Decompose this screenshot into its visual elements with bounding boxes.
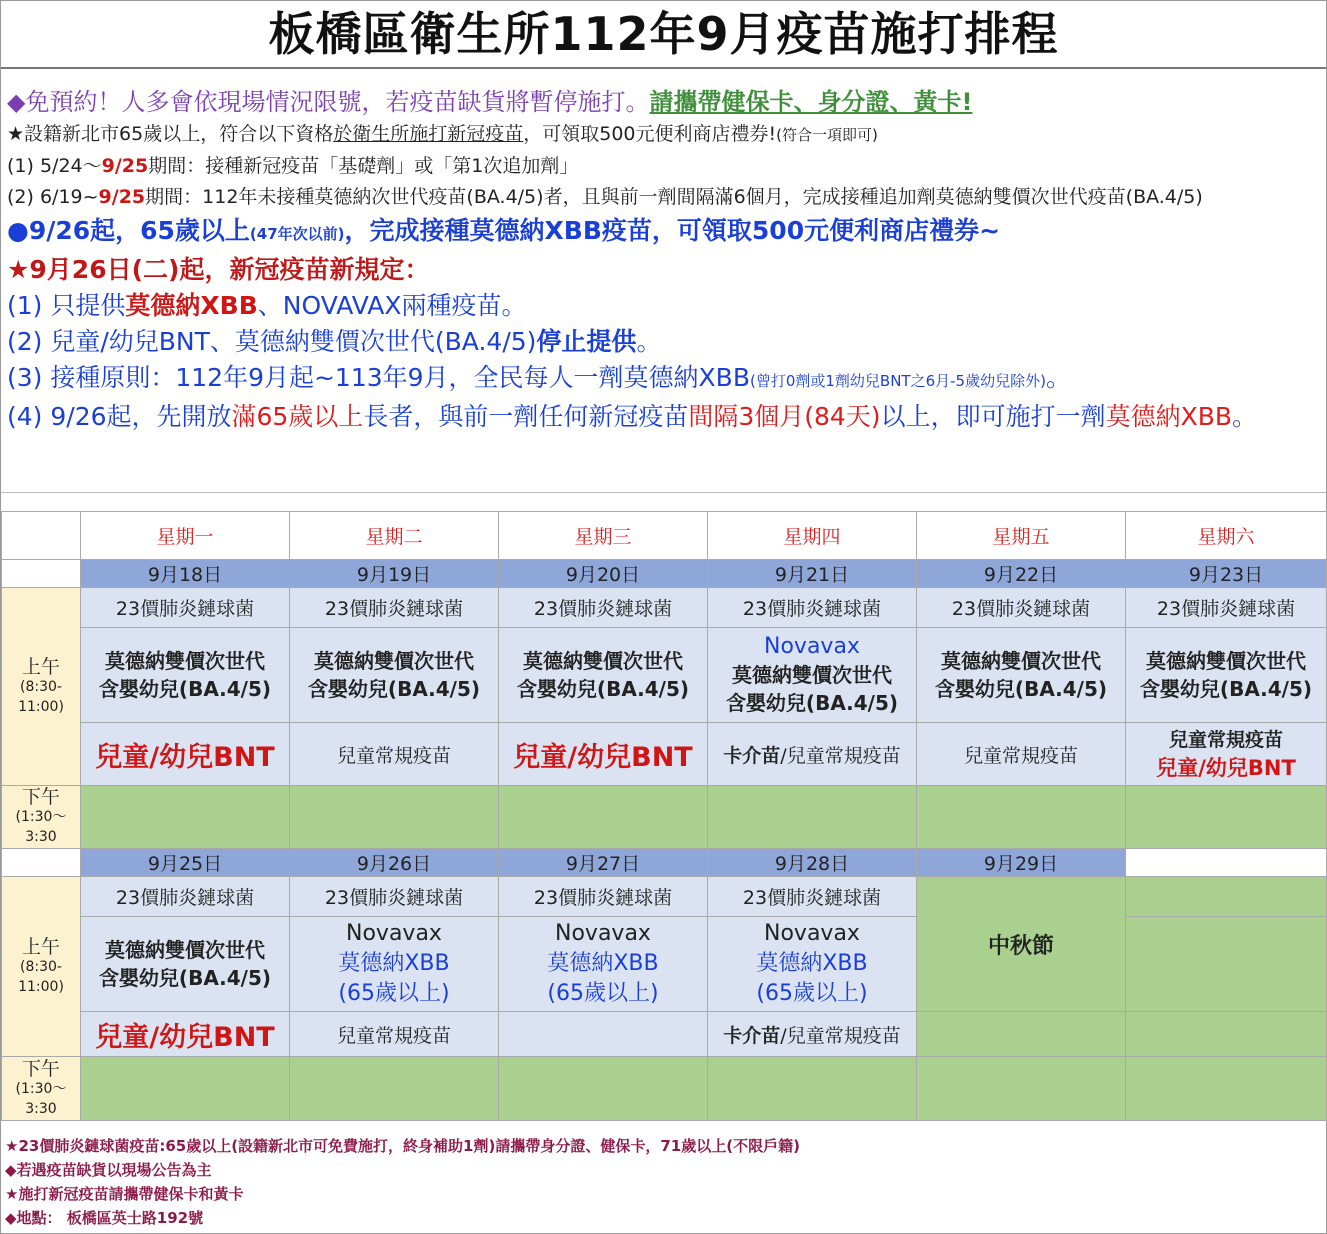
pm-label: 下午 bbox=[21, 786, 60, 808]
am-label: 上午 bbox=[21, 935, 60, 958]
footer-shortage-note: ◆若遇疫苗缺貨以現場公告為主 bbox=[5, 1161, 212, 1179]
pm-empty-cell bbox=[290, 1057, 499, 1121]
pm-empty-cell bbox=[499, 1057, 708, 1121]
new-rule-1-prefix: (1) 只提供 bbox=[7, 291, 126, 320]
age65-label: (65歲以上) bbox=[338, 981, 450, 1006]
gift-eligibility-text: ★設籍新北市65歲以上，符合以下資格 bbox=[7, 123, 334, 145]
bcg-cell bbox=[708, 1012, 917, 1057]
novavax-xbb-cell bbox=[708, 917, 917, 1012]
new-rule-4-mid: 長者，與前一劑任何新冠疫苗 bbox=[363, 402, 689, 431]
kids-bnt-label: 兒童/幼兒BNT bbox=[1156, 756, 1296, 780]
date-cell: 9月19日 bbox=[290, 560, 499, 588]
kids-routine-label: /兒童常規疫苗 bbox=[780, 744, 901, 767]
empty-cell bbox=[917, 1012, 1126, 1057]
walk-in-notice: ◆免預約！人多會依現場情況限號，若疫苗缺貨將暫停施打。 bbox=[7, 88, 650, 116]
footer-id-note: ★施打新冠疫苗請攜帶健保卡和黃卡 bbox=[5, 1185, 244, 1203]
week1-date-row bbox=[2, 560, 1327, 588]
kids-bnt-label: 兒童/幼兒BNT bbox=[95, 741, 275, 773]
pneumo-cell: 23價肺炎鏈球菌 bbox=[917, 588, 1126, 628]
kids-routine-cell: 兒童常規疫苗 bbox=[290, 723, 499, 786]
pm-empty-cell bbox=[290, 786, 499, 849]
date-cell: 9月20日 bbox=[499, 560, 708, 588]
gift-location-text: 於衛生所施打新冠疫苗 bbox=[333, 123, 524, 145]
pneumo-cell: 23價肺炎鏈球菌 bbox=[499, 877, 708, 917]
day-saturday: 星期六 bbox=[1126, 512, 1327, 560]
pm-empty-cell bbox=[708, 786, 917, 849]
moderna-cell bbox=[1126, 628, 1327, 723]
date-empty-cell bbox=[1126, 849, 1327, 877]
weekday-header-row bbox=[2, 512, 1327, 560]
rule2-date: 9/25 bbox=[98, 186, 146, 208]
empty-cell bbox=[499, 1012, 708, 1057]
bcg-label: 卡介苗 bbox=[723, 1024, 781, 1047]
pm-label-cell bbox=[2, 1057, 81, 1121]
moderna-line1: 莫德納雙價次世代 bbox=[732, 663, 892, 687]
kids-routine-label: /兒童常規疫苗 bbox=[780, 1024, 901, 1047]
holiday-label: 中秋節 bbox=[987, 933, 1054, 959]
am-time: (8:30-11:00) bbox=[18, 958, 64, 995]
gift-amount-text: ，可領取500元便利商店禮券! bbox=[523, 123, 777, 145]
week2-kids-row bbox=[2, 1012, 1327, 1057]
date-cell: 9月22日 bbox=[917, 560, 1126, 588]
pm-empty-cell bbox=[499, 786, 708, 849]
moderna-line1: 莫德納雙價次世代 bbox=[1146, 649, 1306, 673]
moderna-line1: 莫德納雙價次世代 bbox=[105, 649, 265, 673]
gift-condition-text: (符合一項即可) bbox=[776, 126, 878, 144]
pm-empty-cell bbox=[1126, 786, 1327, 849]
moderna-line1: 莫德納雙價次世代 bbox=[105, 938, 265, 962]
notice-line-4 bbox=[7, 182, 1320, 213]
xbb-label: 莫德納XBB bbox=[338, 951, 450, 976]
novavax-xbb-cell bbox=[499, 917, 708, 1012]
new-rule-3-exception: (曾打0劑或1劑幼兒BNT之6月-5歲幼兒除外) bbox=[749, 372, 1046, 390]
notice-line-5 bbox=[7, 213, 1320, 252]
date-cell: 9月21日 bbox=[708, 560, 917, 588]
moderna-line2: 含嬰幼兒(BA.4/5) bbox=[98, 966, 272, 990]
am-label-cell bbox=[2, 877, 81, 1057]
empty-cell bbox=[1126, 917, 1327, 1012]
rule1-text: 期間：接種新冠疫苗「基礎劑」或「第1次追加劑」 bbox=[148, 155, 579, 177]
pm-time: (1:30～3:30 bbox=[15, 1080, 67, 1117]
date-cell: 9月25日 bbox=[81, 849, 290, 877]
new-rule-2-prefix: (2) 兒童/幼兒BNT、莫德納雙價次世代(BA.4/5) bbox=[7, 327, 537, 356]
pm-empty-cell bbox=[81, 1057, 290, 1121]
moderna-cell bbox=[917, 628, 1126, 723]
notice-section bbox=[1, 69, 1326, 493]
rule2-text: 期間：112年未接種莫德納次世代疫苗(BA.4/5)者，且與前一劑間隔滿6個月，完成接種追加劑莫德納雙價次世代疫苗(BA.4/5) bbox=[145, 186, 1203, 208]
moderna-line1: 莫德納雙價次世代 bbox=[314, 649, 474, 673]
pneumo-cell: 23價肺炎鏈球菌 bbox=[81, 588, 290, 628]
footer-notes bbox=[5, 1134, 800, 1230]
am-label-cell bbox=[2, 588, 81, 786]
corner-cell bbox=[2, 512, 81, 560]
rule1-prefix: (1) 5/24～ bbox=[7, 155, 102, 177]
xbb-gift-prefix: ●9/26起，65歲以上 bbox=[7, 216, 250, 245]
date-cell: 9月27日 bbox=[499, 849, 708, 877]
empty-cell bbox=[1126, 877, 1327, 917]
novavax-label: Novavax bbox=[555, 921, 651, 946]
empty-cell bbox=[1126, 1012, 1327, 1057]
date-cell: 9月23日 bbox=[1126, 560, 1327, 588]
kids-routine-label: 兒童常規疫苗 bbox=[1168, 729, 1283, 751]
kids-bnt-cell bbox=[499, 723, 708, 786]
xbb-label: 莫德納XBB bbox=[756, 951, 868, 976]
moderna-line2: 含嬰幼兒(BA.4/5) bbox=[725, 691, 899, 715]
novavax-label: Novavax bbox=[764, 634, 860, 659]
date-cell: 9月18日 bbox=[81, 560, 290, 588]
pm-empty-cell bbox=[708, 1057, 917, 1121]
moderna-cell bbox=[499, 628, 708, 723]
kids-bnt-label: 兒童/幼兒BNT bbox=[95, 1021, 275, 1053]
vaccine-schedule-table bbox=[1, 511, 1327, 1121]
week1-kids-row bbox=[2, 723, 1327, 786]
am-time: (8:30-11:00) bbox=[18, 678, 64, 715]
pneumo-cell: 23價肺炎鏈球菌 bbox=[1126, 588, 1327, 628]
week2-pm-row bbox=[2, 1057, 1327, 1121]
xbb-gift-age: (47年次以前) bbox=[249, 225, 345, 243]
xbb-label: 莫德納XBB bbox=[547, 951, 659, 976]
kids-bnt-label: 兒童/幼兒BNT bbox=[513, 741, 693, 773]
date-corner bbox=[2, 849, 81, 877]
notice-line-1 bbox=[7, 85, 1320, 119]
kids-bnt-cell bbox=[81, 1012, 290, 1057]
pm-empty-cell bbox=[917, 786, 1126, 849]
new-rules-heading: ★9月26日(二)起，新冠疫苗新規定： bbox=[7, 255, 430, 284]
new-rule-4-text: 以上，即可施打一劑 bbox=[880, 402, 1106, 431]
pneumo-cell: 23價肺炎鏈球菌 bbox=[290, 877, 499, 917]
date-cell: 9月28日 bbox=[708, 849, 917, 877]
moderna-line1: 莫德納雙價次世代 bbox=[523, 649, 683, 673]
date-cell: 9月29日 bbox=[917, 849, 1126, 877]
new-rule-1-xbb: 莫德納XBB bbox=[125, 291, 258, 320]
footer-pneumo-note: ★23價肺炎鏈球菌疫苗:65歲以上(設籍新北市可免費施打，終身補助1劑)請攜帶身分證、健保卡，71歲以上(不限戶籍) bbox=[5, 1137, 800, 1155]
week1-moderna-row bbox=[2, 628, 1327, 723]
moderna-line2: 含嬰幼兒(BA.4/5) bbox=[98, 677, 272, 701]
new-rule-1-suffix: 兩種疫苗。 bbox=[401, 291, 527, 320]
notice-line-3 bbox=[7, 151, 1320, 182]
bcg-cell bbox=[708, 723, 917, 786]
new-rule-1-novavax: 、NOVAVAX bbox=[257, 291, 402, 320]
pneumo-cell: 23價肺炎鏈球菌 bbox=[499, 588, 708, 628]
kids-routine-cell: 兒童常規疫苗 bbox=[917, 723, 1126, 786]
bring-id-notice: 請攜帶健保卡、身分證、黃卡! bbox=[649, 88, 973, 116]
rule1-date: 9/25 bbox=[101, 155, 149, 177]
moderna-line2: 含嬰幼兒(BA.4/5) bbox=[934, 677, 1108, 701]
week2-moderna-row bbox=[2, 917, 1327, 1012]
pm-empty-cell bbox=[81, 786, 290, 849]
week2-date-row bbox=[2, 849, 1327, 877]
moderna-cell bbox=[81, 628, 290, 723]
moderna-line2: 含嬰幼兒(BA.4/5) bbox=[307, 677, 481, 701]
new-rule-4-suffix: 。 bbox=[1232, 402, 1258, 431]
footer-address-note: ◆地點： 板橋區英士路192號 bbox=[5, 1209, 204, 1227]
date-corner bbox=[2, 560, 81, 588]
pm-label-cell bbox=[2, 786, 81, 849]
moderna-line2: 含嬰幼兒(BA.4/5) bbox=[516, 677, 690, 701]
pneumo-cell: 23價肺炎鏈球菌 bbox=[708, 588, 917, 628]
pm-empty-cell bbox=[917, 1057, 1126, 1121]
new-rule-3-suffix: 。 bbox=[1045, 363, 1071, 392]
new-rule-1 bbox=[7, 288, 1320, 324]
kids-routine-cell: 兒童常規疫苗 bbox=[290, 1012, 499, 1057]
pneumo-cell: 23價肺炎鏈球菌 bbox=[708, 877, 917, 917]
week2-pneumo-row bbox=[2, 877, 1327, 917]
new-rule-2-suffix: 。 bbox=[636, 327, 662, 356]
novavax-moderna-cell bbox=[708, 628, 917, 723]
bcg-label: 卡介苗 bbox=[723, 744, 781, 767]
moderna-cell bbox=[290, 628, 499, 723]
day-monday: 星期一 bbox=[81, 512, 290, 560]
date-cell: 9月26日 bbox=[290, 849, 499, 877]
novavax-label: Novavax bbox=[346, 921, 442, 946]
sat-kids-cell bbox=[1126, 723, 1327, 786]
new-rule-4 bbox=[7, 399, 1320, 435]
pm-label: 下午 bbox=[21, 1057, 60, 1080]
moderna-cell bbox=[81, 917, 290, 1012]
day-thursday: 星期四 bbox=[708, 512, 917, 560]
week1-pneumo-row bbox=[2, 588, 1327, 628]
novavax-xbb-cell bbox=[290, 917, 499, 1012]
pm-time: (1:30～3:30 bbox=[15, 809, 67, 845]
holiday-cell bbox=[917, 877, 1126, 1012]
new-rule-4-age: 滿65歲以上 bbox=[231, 402, 364, 431]
new-rule-2-stop: 停止提供 bbox=[536, 327, 637, 356]
pneumo-cell: 23價肺炎鏈球菌 bbox=[290, 588, 499, 628]
kids-bnt-cell bbox=[81, 723, 290, 786]
day-tuesday: 星期二 bbox=[290, 512, 499, 560]
new-rule-3-text: (3) 接種原則：112年9月起~113年9月，全民每人一劑莫德納XBB bbox=[7, 363, 750, 392]
week1-pm-row bbox=[2, 786, 1327, 849]
day-wednesday: 星期三 bbox=[499, 512, 708, 560]
new-rule-4-interval: 間隔3個月(84天) bbox=[688, 402, 881, 431]
new-rule-4-prefix: (4) 9/26起，先開放 bbox=[7, 402, 232, 431]
age65-label: (65歲以上) bbox=[756, 981, 868, 1006]
new-rule-4-xbb: 莫德納XBB bbox=[1105, 402, 1233, 431]
notice-line-2 bbox=[7, 119, 1320, 151]
day-friday: 星期五 bbox=[917, 512, 1126, 560]
am-label: 上午 bbox=[21, 655, 60, 678]
new-rule-2 bbox=[7, 324, 1320, 360]
rule2-prefix: (2) 6/19~ bbox=[7, 186, 99, 208]
age65-label: (65歲以上) bbox=[547, 981, 659, 1006]
new-rule-3 bbox=[7, 360, 1320, 399]
xbb-gift-text: ，完成接種莫德納XBB疫苗，可領取500元便利商店禮券~ bbox=[344, 216, 1001, 245]
moderna-line2: 含嬰幼兒(BA.4/5) bbox=[1139, 677, 1313, 701]
pneumo-cell: 23價肺炎鏈球菌 bbox=[81, 877, 290, 917]
novavax-label: Novavax bbox=[764, 921, 860, 946]
pm-empty-cell bbox=[1126, 1057, 1327, 1121]
moderna-line1: 莫德納雙價次世代 bbox=[941, 649, 1101, 673]
page-title: 板橋區衛生所112年9月疫苗施打排程 bbox=[1, 1, 1326, 69]
